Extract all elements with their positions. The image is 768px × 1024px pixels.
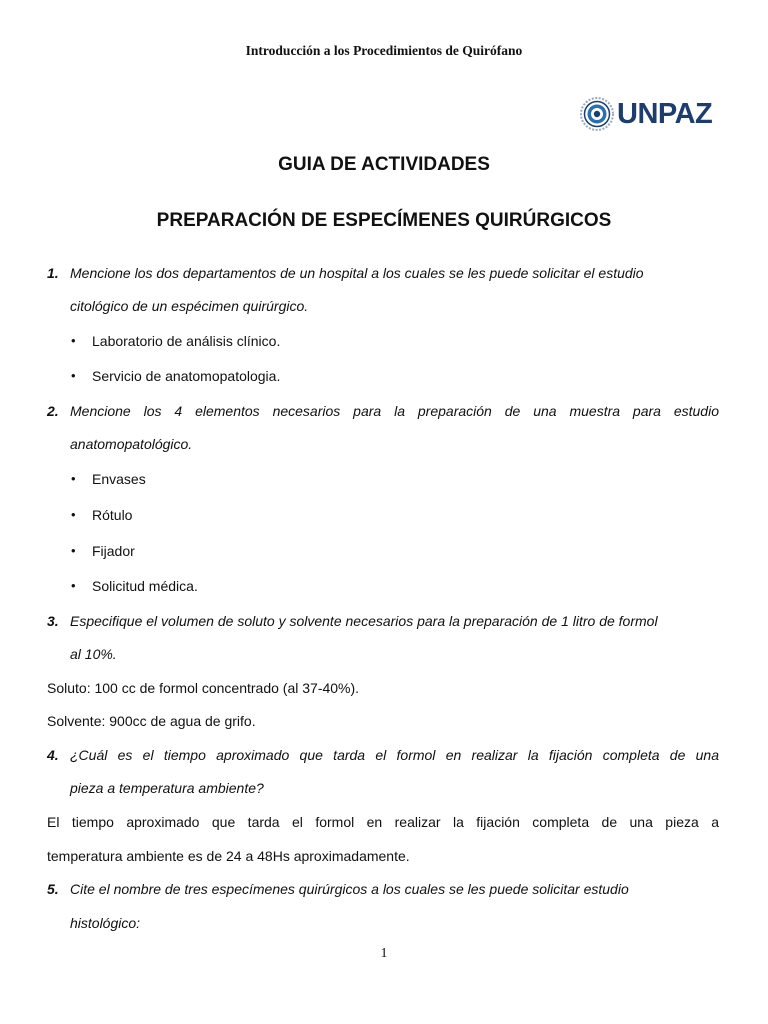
answer-4-line-2: temperatura ambiente es de 24 a 48Hs aproximadamente. [47, 848, 410, 864]
bullet-icon: • [71, 368, 76, 383]
unpaz-logo [580, 97, 712, 131]
document-header-title: Introducción a los Procedimientos de Quirófano [245, 43, 523, 58]
answer-4-line-1: El tiempo aproximado que tarda el formol en realizar la fijación completa de una pieza a [47, 814, 719, 830]
bullet-icon: • [71, 578, 76, 593]
answer-1-item-1: Laboratorio de análisis clínico. [92, 333, 281, 349]
unpaz-seal-icon [580, 97, 614, 131]
question-1-line-2: citológico de un espécimen quirúrgico. [70, 298, 309, 314]
question-4-line-2: pieza a temperatura ambiente? [70, 780, 264, 796]
answer-3-soluto: Soluto: 100 cc de formol concentrado (al 37-40%). [47, 680, 360, 696]
question-3-line-2: al 10%. [70, 646, 117, 662]
answer-3-solvente: Solvente: 900cc de agua de grifo. [47, 713, 256, 729]
question-number-3: 3. [47, 613, 59, 629]
bullet-icon: • [71, 507, 76, 522]
answer-2-item-4: Solicitud médica. [92, 578, 198, 594]
logo-text: UNPAZ [617, 98, 713, 130]
question-number-2: 2. [47, 403, 59, 419]
bullet-icon: • [71, 543, 76, 558]
bullet-icon: • [71, 333, 76, 348]
answer-2-item-1: Envases [92, 471, 146, 487]
document-subtitle: PREPARACIÓN DE ESPECÍMENES QUIRÚRGICOS [156, 210, 612, 231]
answer-1-item-2: Servicio de anatomopatologia. [92, 368, 281, 384]
question-number-5: 5. [47, 881, 59, 897]
question-1-line-1: Mencione los dos departamentos de un hospital a los cuales se les puede solicitar el estudio [70, 265, 644, 281]
question-2-line-2: anatomopatológico. [70, 436, 193, 452]
question-5-line-2: histológico: [70, 915, 141, 931]
answer-2-item-2: Rótulo [92, 507, 133, 523]
question-3-line-1: Especifique el volumen de soluto y solvente necesarios para la preparación de 1 litro de formol [70, 613, 658, 629]
question-4-line-1: ¿Cuál es el tiempo aproximado que tarda el formol en realizar la fijación completa de una [70, 747, 719, 763]
page-number: 1 [380, 946, 388, 961]
question-5-line-1: Cite el nombre de tres especímenes quirúrgicos a los cuales se les puede solicitar estudio [70, 881, 629, 897]
question-2-line-1: Mencione los 4 elementos necesarios para la preparación de una muestra para estudio [70, 403, 719, 419]
bullet-icon: • [71, 471, 76, 486]
answer-2-item-3: Fijador [92, 543, 135, 559]
document-title: GUIA DE ACTIVIDADES [278, 154, 490, 175]
question-number-1: 1. [47, 265, 59, 281]
question-number-4: 4. [47, 747, 59, 763]
